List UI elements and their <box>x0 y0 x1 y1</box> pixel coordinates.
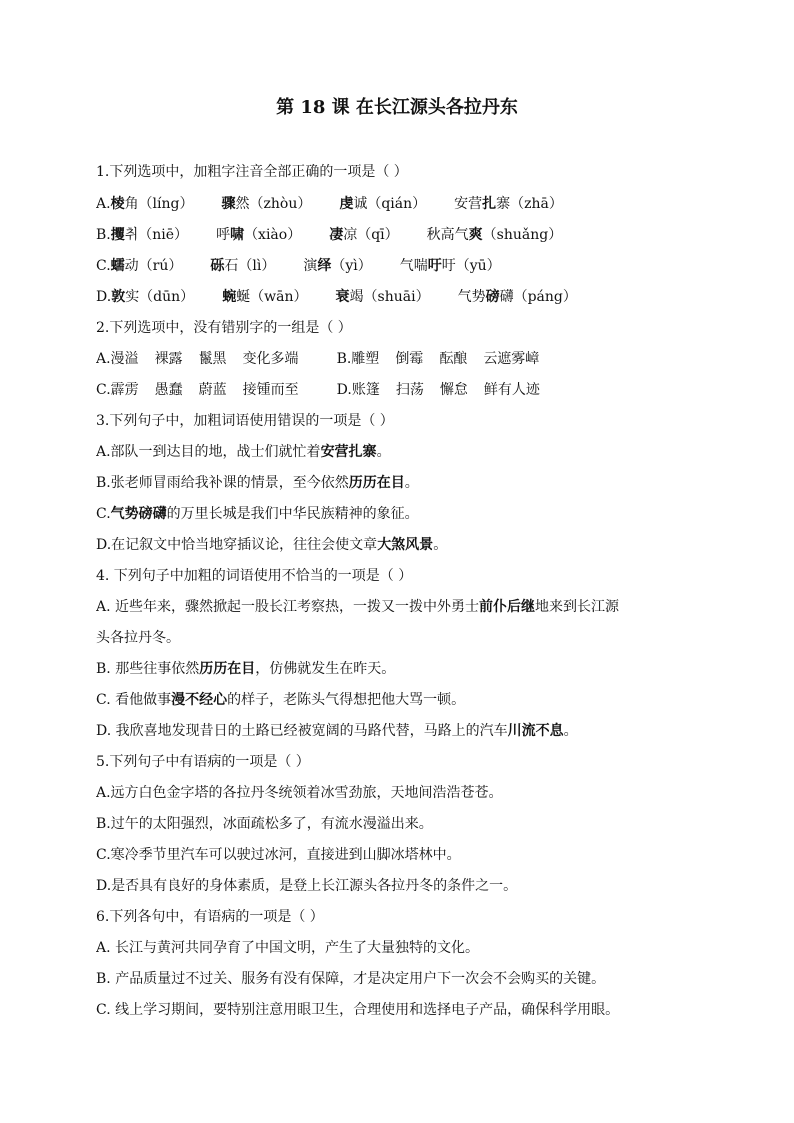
text-segment: C.霹雳 <box>96 382 139 398</box>
text-segment: 地来到长江源 <box>535 599 620 615</box>
text-segment: A. 近些年来，骤然掀起一股长江考察热，一拨又一拨中外勇士 <box>96 599 480 615</box>
text-segment: C. <box>96 506 111 522</box>
text-line <box>96 504 700 524</box>
bold-term: 蠕 <box>110 258 125 274</box>
text-segment: 石（lì） <box>224 258 276 274</box>
bold-term: 绎 <box>317 258 332 274</box>
text-line <box>96 162 700 182</box>
text-segment: ，仿佛就发生在昨天。 <box>255 661 396 677</box>
text-segment: （yì） <box>331 258 372 274</box>
text-segment: 凉（qī） <box>343 227 399 243</box>
text-line <box>96 535 700 555</box>
bold-term: 历历在目 <box>348 475 405 491</box>
text-segment: 秋高气 <box>426 227 469 243</box>
bold-term: 啸 <box>230 227 245 243</box>
bold-term: 漫不经心 <box>171 692 228 708</box>
bold-term: 川流不息 <box>507 723 564 739</box>
bold-term: 大煞风景 <box>377 537 434 553</box>
bold-term: 吁 <box>427 258 442 274</box>
text-segment: 懈怠 <box>439 382 468 398</box>
text-segment: 气势 <box>457 289 486 305</box>
text-line <box>96 814 700 834</box>
text-line <box>96 566 700 586</box>
text-line <box>96 411 700 431</box>
text-segment: 蜒（wān） <box>236 289 308 305</box>
text-segment: C.寒冷季节里汽车可以驶过冰河，直接进到山脚冰塔林中。 <box>96 847 461 863</box>
bold-term: 前仆后继 <box>479 599 536 615</box>
text-segment: 4. 下列句子中加粗的词语使用不恰当的一项是（ ） <box>96 568 413 584</box>
text-segment: D.是否具有良好的身体素质，是登上长江源头各拉丹冬的条件之一。 <box>96 878 518 894</box>
text-segment: 倒霉 <box>395 351 424 367</box>
text-segment: 1.下列选项中，加粗字注音全部正确的一项是（ ） <box>96 164 408 180</box>
text-segment: 头各拉丹冬。 <box>96 630 180 646</box>
bold-term: 磅 <box>485 289 500 305</box>
text-segment: 接锺而至 <box>242 382 299 398</box>
text-segment: B.过午的太阳强烈，冰面疏松多了，有流水漫溢出来。 <box>96 816 433 832</box>
text-segment: 2.下列选项中，没有错别字的一组是（ ） <box>96 320 352 336</box>
text-segment: B. 那些往事依然 <box>96 661 200 677</box>
text-segment: 变化多端 <box>242 351 299 367</box>
bold-term: 蜿 <box>222 289 237 305</box>
bold-term: 棱 <box>110 196 125 212</box>
text-line <box>96 256 700 276</box>
text-line <box>96 287 700 307</box>
bold-term: 扎 <box>482 196 497 212</box>
text-segment: 。 <box>376 444 391 460</box>
bold-term: 攫 <box>110 227 125 243</box>
text-segment: 愚蠢 <box>154 382 183 398</box>
text-line <box>96 783 700 803</box>
text-line <box>96 349 700 369</box>
text-segment: 动（rú） <box>124 258 183 274</box>
text-line <box>96 752 700 772</box>
text-segment: 酝酿 <box>439 351 468 367</box>
text-segment: D.在记叙文中恰当地穿插议论，往往会使文章 <box>96 537 378 553</box>
text-segment: A. 长江与黄河共同孕育了中国文明，产生了大量独特的文化。 <box>96 940 480 956</box>
bold-term: 历历在目 <box>199 661 256 677</box>
text-segment: 诚（qián） <box>353 196 427 212</box>
text-line <box>96 690 700 710</box>
text-segment: 实（dūn） <box>125 289 195 305</box>
text-segment: 취（niē） <box>124 227 189 243</box>
text-segment: B. 产品质量过不过关、服务有没有保障，才是决定用户下一次会不会购买的关键。 <box>96 971 606 987</box>
text-segment: 气喘 <box>399 258 428 274</box>
text-segment: 。 <box>404 475 419 491</box>
text-line <box>96 628 700 648</box>
text-segment: A.部队一到达目的地，战士们就忙着 <box>96 444 321 460</box>
text-segment: A.漫溢 <box>96 351 139 367</box>
text-segment: 的样子，老陈头气得想把他大骂一顿。 <box>227 692 466 708</box>
text-segment: C. <box>96 258 111 274</box>
text-segment: B.雕塑 <box>336 351 380 367</box>
text-segment: B.张老师冒雨给我补课的情景，至今依然 <box>96 475 349 491</box>
text-segment: 6.下列各句中，有语病的一项是（ ） <box>96 909 324 925</box>
text-segment: 吁（yū） <box>441 258 501 274</box>
text-segment: 竭（shuāi） <box>349 289 430 305</box>
bold-term: 敦 <box>111 289 126 305</box>
text-line <box>96 907 700 927</box>
page-title: 第 18 课 在长江源头各拉丹东 <box>276 97 518 118</box>
text-segment: B. <box>96 227 111 243</box>
text-segment: 裸露 <box>154 351 183 367</box>
text-line <box>96 194 700 214</box>
text-segment: 礴（páng） <box>499 289 577 305</box>
text-segment: C. 线上学习期间，要特别注意用眼卫生，合理使用和选择电子产品，确保科学用眼。 <box>96 1002 620 1018</box>
text-segment: 鬣黑 <box>198 351 227 367</box>
text-segment: 呼 <box>216 227 231 243</box>
text-line <box>96 380 700 400</box>
text-line <box>96 721 700 741</box>
text-line <box>96 938 700 958</box>
text-segment: （xiào） <box>244 227 302 243</box>
text-segment: C. 看他做事 <box>96 692 172 708</box>
text-line <box>96 1000 700 1020</box>
text-segment: 然（zhòu） <box>235 196 312 212</box>
bold-term: 爽 <box>468 227 483 243</box>
bold-term: 砾 <box>210 258 225 274</box>
text-segment: 3.下列句子中，加粗词语使用错误的一项是（ ） <box>96 413 394 429</box>
text-segment: D. 我欣喜地发现昔日的土路已经被宽阔的马路代替，马路上的汽车 <box>96 723 508 739</box>
text-segment: D. <box>96 289 112 305</box>
text-line <box>96 597 700 617</box>
bold-term: 虔 <box>339 196 354 212</box>
text-line <box>96 473 700 493</box>
bold-term: 安营扎寨 <box>320 444 377 460</box>
text-line <box>96 845 700 865</box>
text-line <box>96 659 700 679</box>
text-segment: 。 <box>563 723 578 739</box>
text-segment: 鲜有人迹 <box>483 382 540 398</box>
text-segment: 寨（zhā） <box>496 196 563 212</box>
text-segment: D.账篷 <box>336 382 380 398</box>
text-segment: 5.下列句子中有语病的一项是（ ） <box>96 754 310 770</box>
text-segment: 角（líng） <box>124 196 194 212</box>
bold-term: 衰 <box>335 289 350 305</box>
bold-term: 气势磅礴 <box>110 506 167 522</box>
text-segment: 。 <box>433 537 448 553</box>
text-line <box>96 969 700 989</box>
text-segment: 云遮雾嶂 <box>483 351 540 367</box>
bold-term: 骤 <box>221 196 236 212</box>
text-segment: A.远方白色金字塔的各拉丹冬统领着冰雪劲旅，天地间浩浩苍苍。 <box>96 785 503 801</box>
text-line <box>96 318 700 338</box>
bold-term: 凄 <box>329 227 344 243</box>
text-line <box>96 442 700 462</box>
text-line <box>96 876 700 896</box>
text-segment: 演 <box>303 258 318 274</box>
text-segment: A. <box>96 196 111 212</box>
text-line <box>96 225 700 245</box>
text-segment: 安营 <box>454 196 483 212</box>
text-segment: 的万里长城是我们中华民族精神的象征。 <box>166 506 419 522</box>
text-segment: 扫荡 <box>395 382 424 398</box>
text-segment: 蔚蓝 <box>198 382 227 398</box>
text-segment: （shuǎng） <box>482 227 563 243</box>
